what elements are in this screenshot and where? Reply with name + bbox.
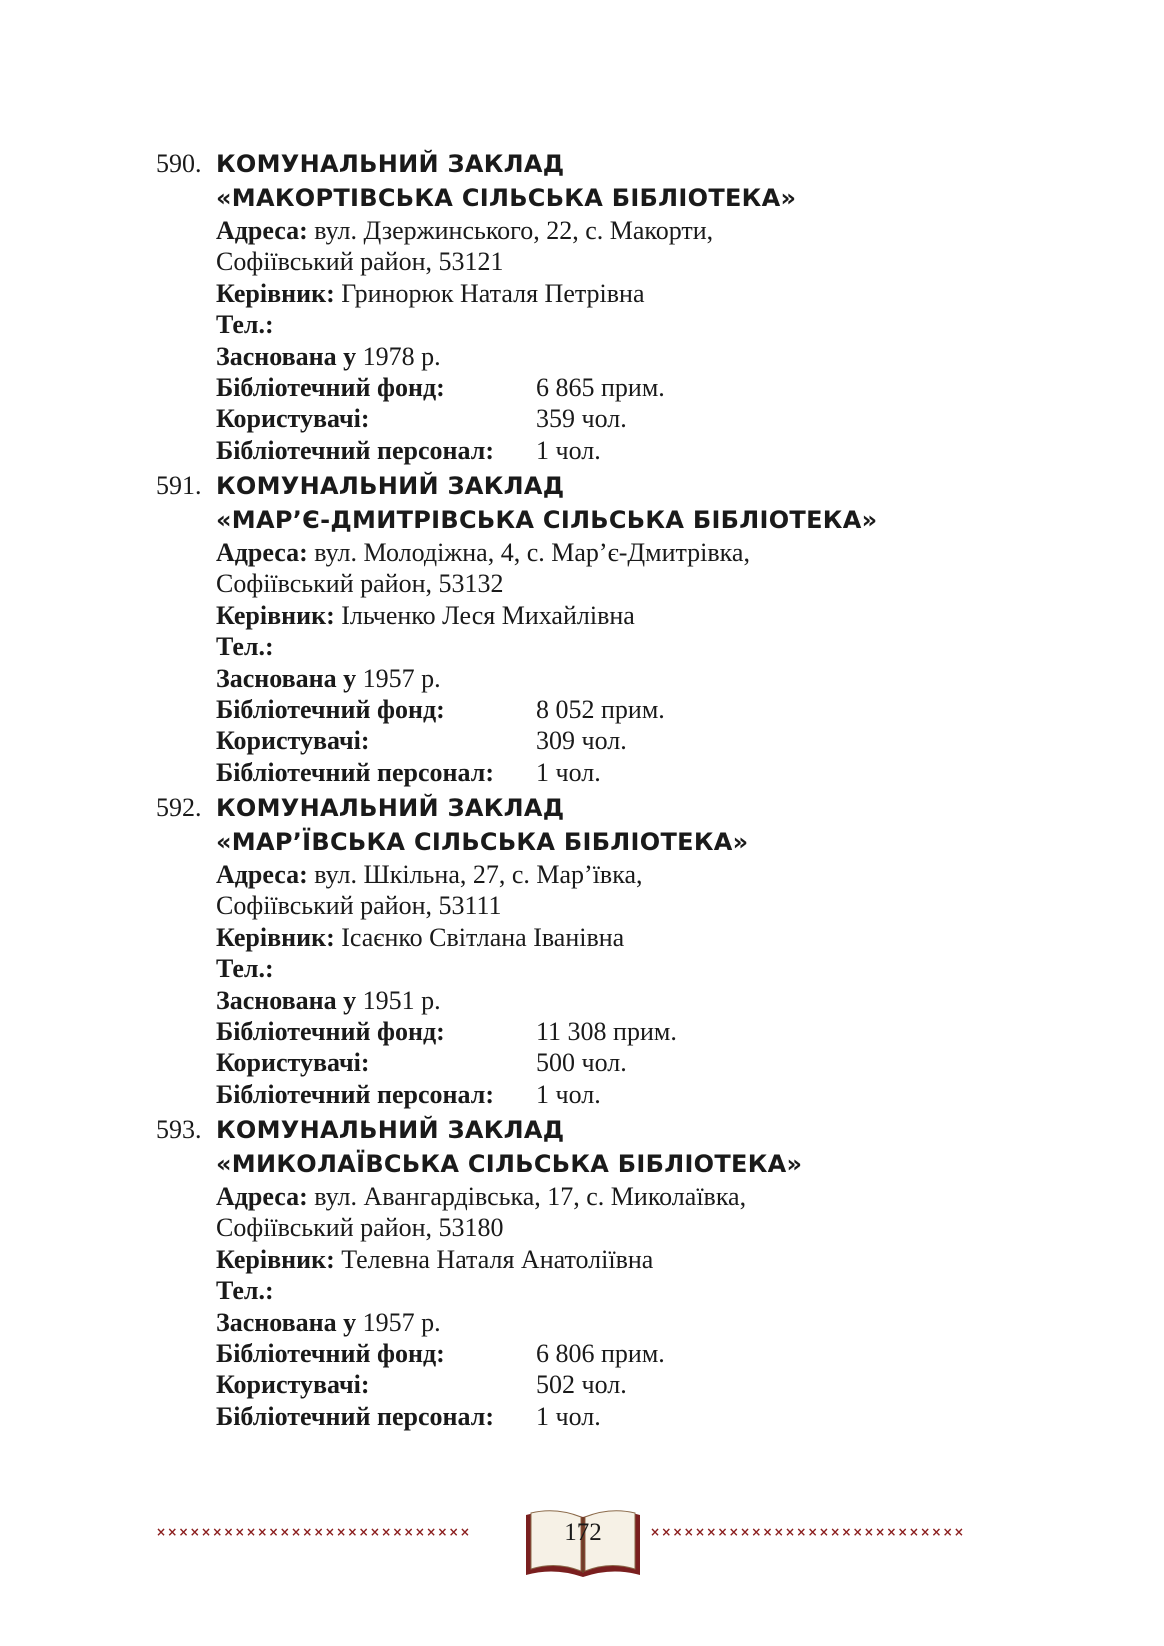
head-name: Телевна Наталя Анатоліївна [341,1244,654,1274]
fund-label: Бібліотечний фонд: [216,372,445,402]
entry-title-line2: «МАР’Є-ДМИТРІВСЬКА СІЛЬСЬКА БІБЛІОТЕКА» [216,506,878,534]
phone-label: Тел.: [216,632,274,662]
address-row-2 [216,246,1056,277]
entry-number: 593. [156,1115,202,1144]
staff-row [216,757,1056,788]
address-row [216,859,1056,890]
address-row-2 [216,1212,1056,1243]
library-entry [156,791,1056,1110]
founded-row [216,985,1056,1016]
address-line2: Софіївський район, 53180 [216,1213,504,1243]
fund-value: 6 865 прим. [536,372,665,402]
address-label: Адреса: [216,538,308,567]
address-label: Адреса: [216,860,308,889]
founded-label: Заснована у [216,1307,357,1337]
address-line1: вул. Молодіжна, 4, с. Мар’є-Дмитрівка, [314,538,750,567]
fund-row [216,1016,1056,1047]
entry-header [156,791,1056,859]
head-label: Керівник: [216,1244,335,1274]
fund-label: Бібліотечний фонд: [216,694,445,724]
users-row [216,725,1056,756]
staff-value: 1 чол. [536,1079,601,1109]
fund-label: Бібліотечний фонд: [216,1338,445,1368]
head-label: Керівник: [216,600,335,630]
head-row [216,1244,1056,1275]
address-row [216,215,1056,246]
staff-value: 1 чол. [536,757,601,787]
library-entry [156,469,1056,788]
entry-title-line2: «МАР’ЇВСЬКА СІЛЬСЬКА БІБЛІОТЕКА» [216,828,749,856]
library-entry [156,147,1056,466]
entry-title-line2: «МИКОЛАЇВСЬКА СІЛЬСЬКА БІБЛІОТЕКА» [216,1150,803,1178]
entry-title-line1: КОМУНАЛЬНИЙ ЗАКЛАД [216,794,565,822]
entry-title-line2: «МАКОРТІВСЬКА СІЛЬСЬКА БІБЛІОТЕКА» [216,184,797,212]
users-value: 502 чол. [536,1370,627,1400]
fund-row [216,1338,1056,1369]
fund-value: 11 308 прим. [536,1016,677,1046]
fund-value: 8 052 прим. [536,694,665,724]
address-line2: Софіївський район, 53121 [216,247,504,277]
entry-details [216,1181,1056,1432]
address-line2: Софіївський район, 53111 [216,891,502,921]
phone-label: Тел.: [216,310,274,340]
users-label: Користувачі: [216,1370,370,1400]
entry-title-line1: КОМУНАЛЬНИЙ ЗАКЛАД [216,1116,565,1144]
library-entry [156,1113,1056,1432]
founded-label: Заснована у [216,663,357,693]
entry-details [216,215,1056,466]
founded-label: Заснована у [216,985,357,1015]
staff-row [216,1401,1056,1432]
phone-label: Тел.: [216,954,274,984]
users-label: Користувачі: [216,726,370,756]
staff-value: 1 чол. [536,435,601,465]
entry-number: 592. [156,793,202,822]
users-value: 359 чол. [536,404,627,434]
entry-header [156,469,1056,537]
phone-row [216,309,1056,340]
founded-row [216,341,1056,372]
head-name: Ісаєнко Світлана Іванівна [341,922,625,952]
users-value: 500 чол. [536,1048,627,1078]
entry-title [216,791,748,859]
users-value: 309 чол. [536,726,627,756]
founded-year: 1957 р. [362,1307,441,1337]
founded-row [216,663,1056,694]
entry-title-line1: КОМУНАЛЬНИЙ ЗАКЛАД [216,150,565,178]
users-row [216,1369,1056,1400]
staff-label: Бібліотечний персонал: [216,435,494,465]
staff-label: Бібліотечний персонал: [216,757,494,787]
founded-year: 1978 р. [362,341,441,371]
head-row [216,922,1056,953]
fund-row [216,372,1056,403]
head-name: Гринорюк Наталя Петрівна [341,278,645,308]
entry-title [216,1113,802,1181]
address-line1: вул. Дзержинського, 22, с. Макорти, [314,216,714,245]
entry-title [216,147,796,215]
entry-title-line1: КОМУНАЛЬНИЙ ЗАКЛАД [216,472,565,500]
address-row-2 [216,568,1056,599]
head-row [216,600,1056,631]
phone-label: Тел.: [216,1276,274,1306]
address-row-2 [216,890,1056,921]
entry-header [156,1113,1056,1181]
founded-year: 1951 р. [362,985,441,1015]
head-name: Ільченко Леся Михайлівна [341,600,635,630]
address-row [216,1181,1056,1212]
phone-row [216,953,1056,984]
users-row [216,403,1056,434]
fund-value: 6 806 прим. [536,1338,665,1368]
staff-row [216,435,1056,466]
staff-label: Бібліотечний персонал: [216,1401,494,1431]
decorative-border-right: ×××××××××××××××××××××××××××× [650,1525,966,1539]
users-label: Користувачі: [216,404,370,434]
users-row [216,1047,1056,1078]
head-label: Керівник: [216,278,335,308]
address-row [216,537,1056,568]
staff-value: 1 чол. [536,1401,601,1431]
entry-number: 591. [156,471,202,500]
staff-row [216,1079,1056,1110]
page-footer [0,1505,1164,1585]
founded-label: Заснована у [216,341,357,371]
address-line1: вул. Шкільна, 27, с. Мар’ївка, [314,860,643,889]
staff-label: Бібліотечний персонал: [216,1079,494,1109]
head-row [216,278,1056,309]
address-line1: вул. Авангардівська, 17, с. Миколаївка, [314,1182,747,1211]
entry-header [156,147,1056,215]
entry-number: 590. [156,149,202,178]
founded-year: 1957 р. [362,663,441,693]
entry-details [216,537,1056,788]
address-label: Адреса: [216,216,308,245]
decorative-border-left: ×××××××××××××××××××××××××××× [156,1525,472,1539]
fund-label: Бібліотечний фонд: [216,1016,445,1046]
entry-title [216,469,877,537]
phone-row [216,631,1056,662]
founded-row [216,1307,1056,1338]
users-label: Користувачі: [216,1048,370,1078]
page-number: 172 [564,1519,602,1546]
phone-row [216,1275,1056,1306]
head-label: Керівник: [216,922,335,952]
address-line2: Софіївський район, 53132 [216,569,504,599]
entry-details [216,859,1056,1110]
address-label: Адреса: [216,1182,308,1211]
fund-row [216,694,1056,725]
